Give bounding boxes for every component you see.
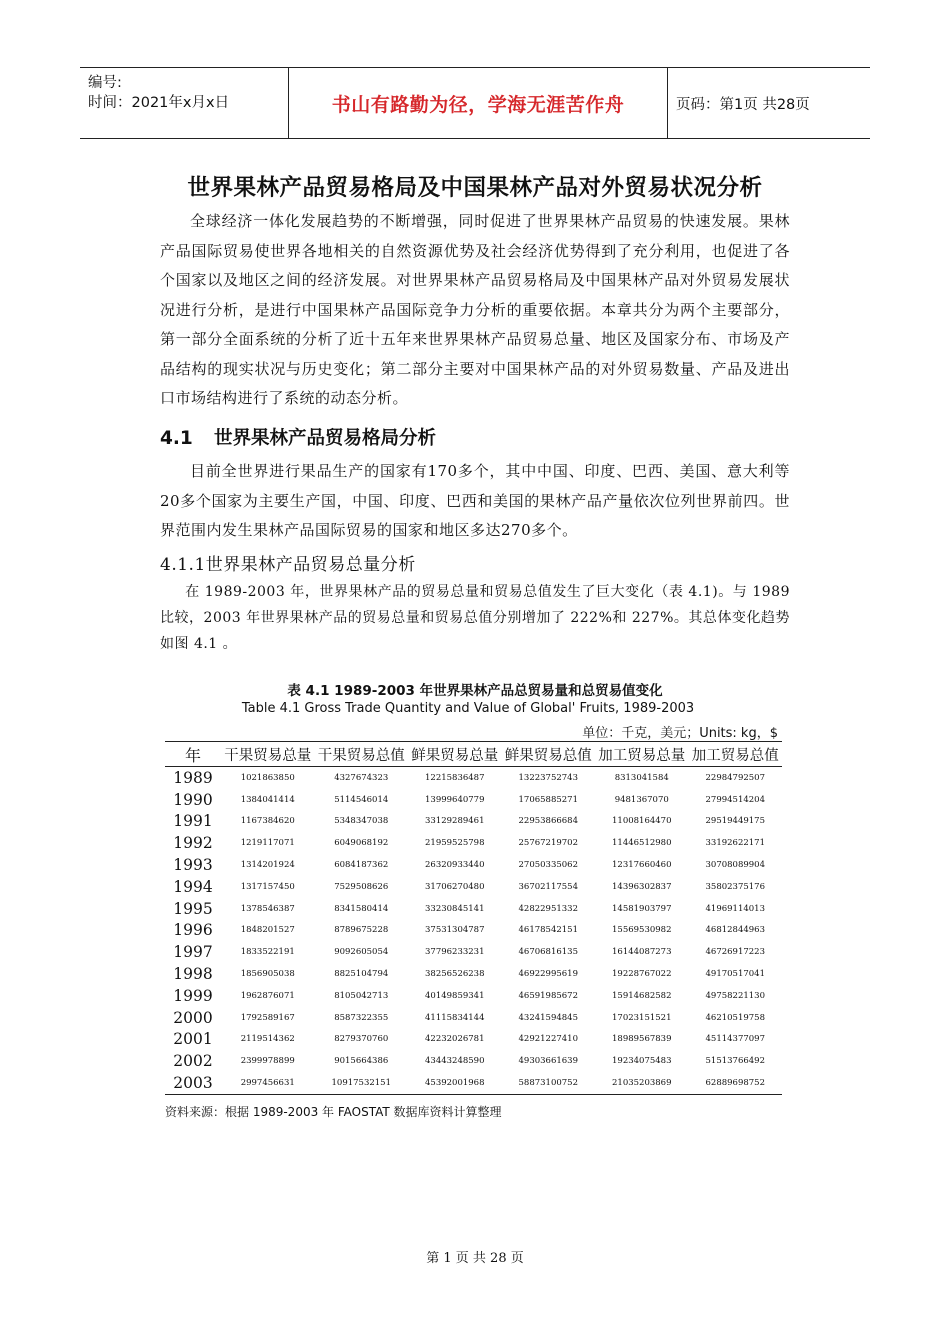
year-cell: 1992 xyxy=(173,834,213,853)
value-cell: 1317157450 xyxy=(240,881,295,892)
value-cell: 9481367070 xyxy=(614,794,669,805)
value-cell: 6084187362 xyxy=(334,860,389,871)
header-motto: 书山有路勤为径，学海无涯苦作舟 xyxy=(289,68,668,138)
table-header-row xyxy=(165,742,782,767)
value-cell: 21959525798 xyxy=(425,838,485,849)
trade-table xyxy=(165,741,782,1095)
value-cell: 45392001968 xyxy=(408,1072,502,1094)
value-cell: 40149859341 xyxy=(425,990,485,1001)
column-header: 鲜果贸易总值 xyxy=(502,742,596,767)
value-cell: 1314201924 xyxy=(240,860,295,871)
year-cell: 2002 xyxy=(173,1052,213,1071)
section-title: 世界果林产品贸易格局分析 xyxy=(214,428,437,449)
header-meta xyxy=(80,68,289,138)
table-row xyxy=(165,811,782,833)
value-cell: 2399978899 xyxy=(240,1056,295,1067)
column-header: 鲜果贸易总量 xyxy=(408,742,502,767)
value-cell: 22984792507 xyxy=(705,772,765,783)
value-cell: 5114546014 xyxy=(334,794,389,805)
value-cell: 10917532151 xyxy=(315,1072,409,1094)
value-cell: 46812844963 xyxy=(705,925,765,936)
year-cell: 1991 xyxy=(173,812,213,831)
value-cell: 43443248590 xyxy=(425,1056,485,1067)
value-cell: 1792589167 xyxy=(240,1012,295,1023)
value-cell: 37531304787 xyxy=(425,925,485,936)
value-cell: 6049068192 xyxy=(334,838,389,849)
table-unit: 单位：千克，美元；Units: kg，$ xyxy=(582,726,778,741)
year-cell: 1997 xyxy=(173,943,213,962)
value-cell: 21035203869 xyxy=(595,1072,689,1094)
value-cell: 16144087273 xyxy=(612,947,672,958)
value-cell: 19228767022 xyxy=(612,969,672,980)
value-cell: 27994514204 xyxy=(705,794,765,805)
value-cell: 12215836487 xyxy=(425,772,485,783)
value-cell: 9015664386 xyxy=(334,1056,389,1067)
table-row xyxy=(165,920,782,942)
page-header xyxy=(80,67,870,139)
value-cell: 1384041414 xyxy=(240,794,295,805)
page-footer: 第 1 页 共 28 页 xyxy=(426,1251,524,1266)
year-cell: 1996 xyxy=(173,921,213,940)
value-cell: 1962876071 xyxy=(240,990,295,1001)
value-cell: 15569530982 xyxy=(612,925,672,936)
table-row xyxy=(165,854,782,876)
value-cell: 4327674323 xyxy=(334,772,389,783)
table-row xyxy=(165,1007,782,1029)
value-cell: 38256526238 xyxy=(425,969,485,980)
value-cell: 22953866684 xyxy=(518,816,578,827)
value-cell: 46922995619 xyxy=(518,969,578,980)
value-cell: 17065885271 xyxy=(518,794,578,805)
value-cell: 1219117071 xyxy=(240,838,295,849)
value-cell: 8587322355 xyxy=(334,1012,389,1023)
value-cell: 8313041584 xyxy=(614,772,669,783)
value-cell: 8279370760 xyxy=(334,1034,389,1045)
value-cell: 26320933440 xyxy=(425,860,485,871)
table-row xyxy=(165,963,782,985)
table-row xyxy=(165,1050,782,1072)
table-source: 资料来源：根据 1989-2003 年 FAOSTAT 数据库资料计算整理 xyxy=(165,1105,502,1119)
value-cell: 31706270480 xyxy=(425,881,485,892)
year-cell: 1998 xyxy=(173,965,213,984)
value-cell: 49303661639 xyxy=(518,1056,578,1067)
value-cell: 1848201527 xyxy=(240,925,295,936)
value-cell: 49170517041 xyxy=(705,969,765,980)
value-cell: 14396302837 xyxy=(612,881,672,892)
value-cell: 11008164470 xyxy=(612,816,672,827)
value-cell: 42822951332 xyxy=(518,903,578,914)
value-cell: 1167384620 xyxy=(240,816,295,827)
year-cell: 1994 xyxy=(173,877,213,896)
value-cell: 37796233231 xyxy=(425,947,485,958)
value-cell: 46210519758 xyxy=(705,1012,765,1023)
value-cell: 51513766492 xyxy=(705,1056,765,1067)
table-row xyxy=(165,941,782,963)
value-cell: 25767219702 xyxy=(518,838,578,849)
value-cell: 27050335062 xyxy=(518,860,578,871)
value-cell: 1021863850 xyxy=(240,772,295,783)
value-cell: 1378546387 xyxy=(240,903,295,914)
value-cell: 43241594845 xyxy=(518,1012,578,1023)
value-cell: 42921227410 xyxy=(518,1034,578,1045)
table-row xyxy=(165,898,782,920)
value-cell: 35802375176 xyxy=(705,881,765,892)
value-cell: 62889698752 xyxy=(689,1072,783,1094)
time-label: 时间：2021年x月x日 xyxy=(88,95,230,111)
value-cell: 17023151521 xyxy=(612,1012,672,1023)
table-row xyxy=(165,985,782,1007)
table-row xyxy=(165,1072,782,1094)
year-cell: 1990 xyxy=(173,790,213,809)
subsection-heading: 4.1.1世界果林产品贸易总量分析 xyxy=(160,555,416,575)
value-cell: 8105042713 xyxy=(334,990,389,1001)
value-cell: 45114377097 xyxy=(705,1034,765,1045)
value-cell: 5348347038 xyxy=(334,816,389,827)
year-cell: 2001 xyxy=(173,1030,213,1049)
value-cell: 8341580414 xyxy=(334,903,389,914)
value-cell: 14581903797 xyxy=(612,903,672,914)
value-cell: 1833522191 xyxy=(240,947,295,958)
value-cell: 19234075483 xyxy=(612,1056,672,1067)
value-cell: 13999640779 xyxy=(425,794,485,805)
header-page-info: 页码：第1页 共28页 xyxy=(676,96,810,113)
value-cell: 41115834144 xyxy=(425,1012,485,1023)
section-heading xyxy=(160,424,436,450)
year-cell: 1995 xyxy=(173,899,213,918)
section-number: 4.1 xyxy=(160,428,193,449)
column-header: 加工贸易总量 xyxy=(595,742,689,767)
table-row xyxy=(165,876,782,898)
value-cell: 1856905038 xyxy=(240,969,295,980)
year-cell: 1989 xyxy=(173,768,213,787)
value-cell: 29519449175 xyxy=(705,816,765,827)
value-cell: 41969114013 xyxy=(705,903,765,914)
value-cell: 36702117554 xyxy=(518,881,578,892)
section-paragraph: 目前全世界进行果品生产的国家有170多个，其中中国、印度、巴西、美国、意大利等20多个国家为主要生产国，中国、印度、巴西和美国的果林产品产量依次位列世界前四。世界范围内发生果林产品国际贸易的国家和地区多达270多个。 xyxy=(160,462,790,539)
value-cell: 2119514362 xyxy=(240,1034,295,1045)
table-caption-cn: 表 4.1 1989-2003 年世界果林产品总贸易量和总贸易值变化 xyxy=(287,683,663,699)
document-title: 世界果林产品贸易格局及中国果林产品对外贸易状况分析 xyxy=(187,175,763,201)
table-row xyxy=(165,1029,782,1051)
year-cell: 2003 xyxy=(165,1072,221,1094)
intro-paragraph: 全球经济一体化发展趋势的不断增强，同时促进了世界果林产品贸易的快速发展。果林产品国际贸易使世界各地相关的自然资源优势及社会经济优势得到了充分利用，也促进了各个国家以及地区之间的经济发展。对世界果林产品贸易格局及中国果林产品对外贸易发展状况进行分析，是进行中国果林产品国际竞争力分析的重要依据。本章共分为两个主要部分，第一部分全面系统的分析了近十五年来世界果林产品贸易总量、地区及国家分布、市场及产品结构的现实状况与历史变化；第二部分主要对中国果林产品的对外贸易数量、产品及进出口市场结构进行了系统的动态分析。 xyxy=(160,212,790,407)
value-cell: 18989567839 xyxy=(612,1034,672,1045)
column-header: 干果贸易总值 xyxy=(315,742,409,767)
value-cell: 13223752743 xyxy=(518,772,578,783)
value-cell: 46726917223 xyxy=(705,947,765,958)
value-cell: 49758221130 xyxy=(705,990,765,1001)
column-header: 干果贸易总量 xyxy=(221,742,315,767)
value-cell: 30708089904 xyxy=(705,860,765,871)
value-cell: 46591985672 xyxy=(518,990,578,1001)
value-cell: 11446512980 xyxy=(612,838,672,849)
value-cell: 46178542151 xyxy=(518,925,578,936)
table-caption-en: Table 4.1 Gross Trade Quantity and Value of Global' Fruits, 1989-2003 xyxy=(241,701,695,716)
column-header: 加工贸易总值 xyxy=(689,742,783,767)
subsection-paragraph: 在 1989-2003 年，世界果林产品的贸易总量和贸易总值发生了巨大变化（表 4.1)。与 1989 比较，2003 年世界果林产品的贸易总量和贸易总值分别增加了 222%和 227%。其总体变化趋势如图 4.1 。 xyxy=(160,584,790,652)
year-cell: 2000 xyxy=(173,1008,213,1027)
value-cell: 46706816135 xyxy=(518,947,578,958)
table-row xyxy=(165,789,782,811)
value-cell: 58873100752 xyxy=(502,1072,596,1094)
table-row xyxy=(165,832,782,854)
table-row xyxy=(165,767,782,789)
value-cell: 15914682582 xyxy=(612,990,672,1001)
year-cell: 1993 xyxy=(173,856,213,875)
value-cell: 7529508626 xyxy=(334,881,389,892)
value-cell: 8789675228 xyxy=(334,925,389,936)
value-cell: 12317660460 xyxy=(612,860,672,871)
column-header: 年 xyxy=(165,742,221,767)
value-cell: 9092605054 xyxy=(334,947,389,958)
value-cell: 33129289461 xyxy=(425,816,485,827)
value-cell: 2997456631 xyxy=(221,1072,315,1094)
value-cell: 33230845141 xyxy=(425,903,485,914)
number-label: 编号: xyxy=(88,75,122,91)
value-cell: 8825104794 xyxy=(334,969,389,980)
table-body xyxy=(165,767,782,1095)
value-cell: 33192622171 xyxy=(705,838,765,849)
value-cell: 42232026781 xyxy=(425,1034,485,1045)
year-cell: 1999 xyxy=(173,986,213,1005)
